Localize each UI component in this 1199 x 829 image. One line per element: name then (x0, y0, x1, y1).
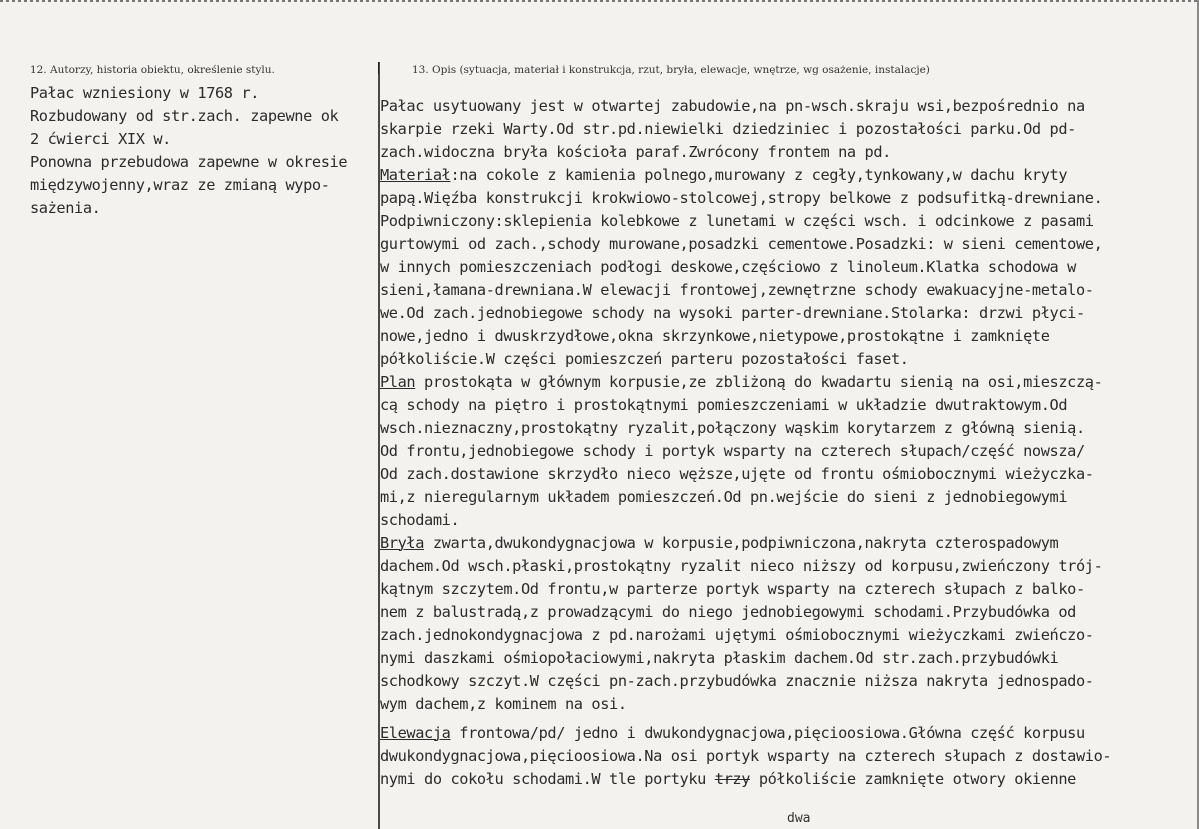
line-text: schodami. (380, 511, 460, 529)
section-13-header: 13. Opis (sytuacja, materiał i konstrukcja, rzut, bryła, elewacje, wnętrze, wg osażenie, instalacje) (412, 64, 930, 76)
line-text: wym dachem,z kominem na osi. (380, 695, 627, 713)
description-line (380, 302, 1196, 325)
line-text: nymi do cokołu schodami.W tle portyku (380, 770, 715, 788)
description-line (380, 233, 1196, 256)
line-text: Od zach.dostawione skrzydło nieco węższe,ujęte od frontu ośmiobocznymi wieżyczka- (380, 465, 1094, 483)
description-line (380, 394, 1196, 417)
section-label: Bryła (380, 534, 425, 552)
history-line: sażenia. (30, 199, 101, 217)
line-text: w innych pomieszczeniach podłogi deskowe,częściowo z linoleum.Klatka schodowa w (380, 258, 1076, 276)
line-text: półkoliście.W części pomieszczeń parteru pozostałości faset. (380, 350, 909, 368)
description-line (380, 256, 1196, 279)
section-12-header: 12. Autorzy, historia obiektu, określenie stylu. (30, 64, 275, 76)
line-text: schodkowy szczyt.W części pn-zach.przybudówka znacznie niższa nakryta jednospado- (380, 672, 1094, 690)
description-line (380, 486, 1196, 509)
history-line: Ponowna przebudowa zapewne w okresie (30, 153, 348, 171)
line-text: papą.Więźba konstrukcji krokwiowo-stolcowej,stropy belkowe z podsufitką-drewniane. (380, 189, 1103, 207)
line-text: dachem.Od wsch.płaski,prostokątny ryzalit nieco niższy od korpusu,zwieńczony trój- (380, 557, 1103, 575)
description-line (380, 624, 1196, 647)
line-text: zach.widoczna bryła kościoła paraf.Zwrócony frontem na pd. (380, 143, 891, 161)
line-text: Pałac usytuowany jest w otwartej zabudowie,na pn-wsch.skraju wsi,bezpośrednio na (380, 97, 1085, 115)
description-column (380, 95, 1196, 791)
description-line (380, 647, 1196, 670)
line-text: :na cokole z kamienia polnego,murowany z cegły,tynkowany,w dachu kryty (450, 166, 1068, 184)
description-line (380, 279, 1196, 302)
history-column (30, 82, 376, 220)
description-line (380, 601, 1196, 624)
description-line (380, 325, 1196, 348)
line-text: kątnym szczytem.Od frontu,w parterze portyk wsparty na czterech słupach z balko- (380, 580, 1085, 598)
description-line (380, 463, 1196, 486)
column-divider-tick (378, 62, 379, 74)
history-line: Rozbudowany od str.zach. zapewne ok (30, 107, 339, 125)
line-text: nymi daszkami ośmiopołaciowymi,nakryta płaskim dachem.Od str.zach.przybudówki (380, 649, 1059, 667)
struck-word: trzy (714, 770, 751, 788)
line-text: we.Od zach.jednobiegowe schody na wysoki parter-drewniane.Stolarka: drzwi płyci- (380, 304, 1085, 322)
line-text: wsch.nieznaczny,prostokątny ryzalit,połączony wąskim korytarzem z główną sienią. (380, 419, 1085, 437)
description-line (380, 210, 1196, 233)
description-line (380, 141, 1196, 164)
description-line (380, 693, 1196, 716)
description-line (380, 532, 1196, 555)
description-line (380, 578, 1196, 601)
interlinear-correction: dwa (787, 811, 811, 826)
description-line (380, 670, 1196, 693)
history-line: Pałac wzniesiony w 1768 r. (30, 84, 260, 102)
line-text: Od frontu,jednobiegowe schody i portyk wsparty na czterech słupach/część nowsza/ (380, 442, 1085, 460)
line-text: Podpiwniczony:sklepienia kolebkowe z lunetami w części wsch. i odcinkowe z pasami (380, 212, 1094, 230)
line-text: gurtowymi od zach.,schody murowane,posadzki cementowe.Posadzki: w sieni cementowe, (380, 235, 1103, 253)
line-text: nowe,jedno i dwuskrzydłowe,okna skrzynkowe,nietypowe,prostokątne i zamknięte (380, 327, 1050, 345)
description-line (380, 768, 1196, 791)
description-line (380, 722, 1196, 745)
history-line: 2 ćwierci XIX w. (30, 130, 171, 148)
description-line (380, 440, 1196, 463)
description-line (380, 187, 1196, 210)
line-text: dwukondygnacjowa,pięcioosiowa.Na osi portyk wsparty na czterech słupach z dostawio- (380, 747, 1112, 765)
line-text: nem z balustradą,z prowadzącymi do niego jednobiegowymi schodami.Przybudówka od (380, 603, 1076, 621)
line-text: mi,z nieregularnym układem pomieszczeń.Od pn.wejście do sieni z jednobiegowymi (380, 488, 1068, 506)
description-line (380, 348, 1196, 371)
description-line (380, 555, 1196, 578)
description-line (380, 417, 1196, 440)
line-text: skarpie rzeki Warty.Od str.pd.niewielki dziedziniec i pozostałości parku.Od pd- (380, 120, 1076, 138)
description-line (380, 371, 1196, 394)
section-label: Elewacja (380, 724, 451, 742)
line-text: zach.jednokondygnacjowa z pd.narożami ujętymi ośmiobocznymi wieżyczkami zwieńczo- (380, 626, 1094, 644)
description-line (380, 509, 1196, 532)
description-line (380, 95, 1196, 118)
description-line (380, 118, 1196, 141)
line-text: prostokąta w głównym korpusie,ze zbliżoną do kwadartu sienią na osi,mieszczą- (415, 373, 1103, 391)
line-text: frontowa/pd/ jedno i dwukondygnacjowa,pięcioosiowa.Główna część korpusu (450, 724, 1085, 742)
description-line (380, 164, 1196, 187)
history-line: międzywojenny,wraz ze zmianą wypo- (30, 176, 330, 194)
line-text: cą schody na piętro i prostokątnymi pomieszczeniami w układzie dwutraktowym.Od (380, 396, 1068, 414)
line-text: półkoliście zamknięte otwory okienne (750, 770, 1076, 788)
description-line (380, 745, 1196, 768)
line-text: zwarta,dwukondygnacjowa w korpusie,podpiwniczona,nakryta czterospadowym (424, 534, 1059, 552)
line-text: sieni,łamana-drewniana.W elewacji frontowej,zewnętrzne schody ewakuacyjne-metalo- (380, 281, 1094, 299)
section-label: Materiał (380, 166, 451, 184)
page-top-edge (0, 0, 1199, 2)
section-label: Plan (380, 373, 416, 391)
